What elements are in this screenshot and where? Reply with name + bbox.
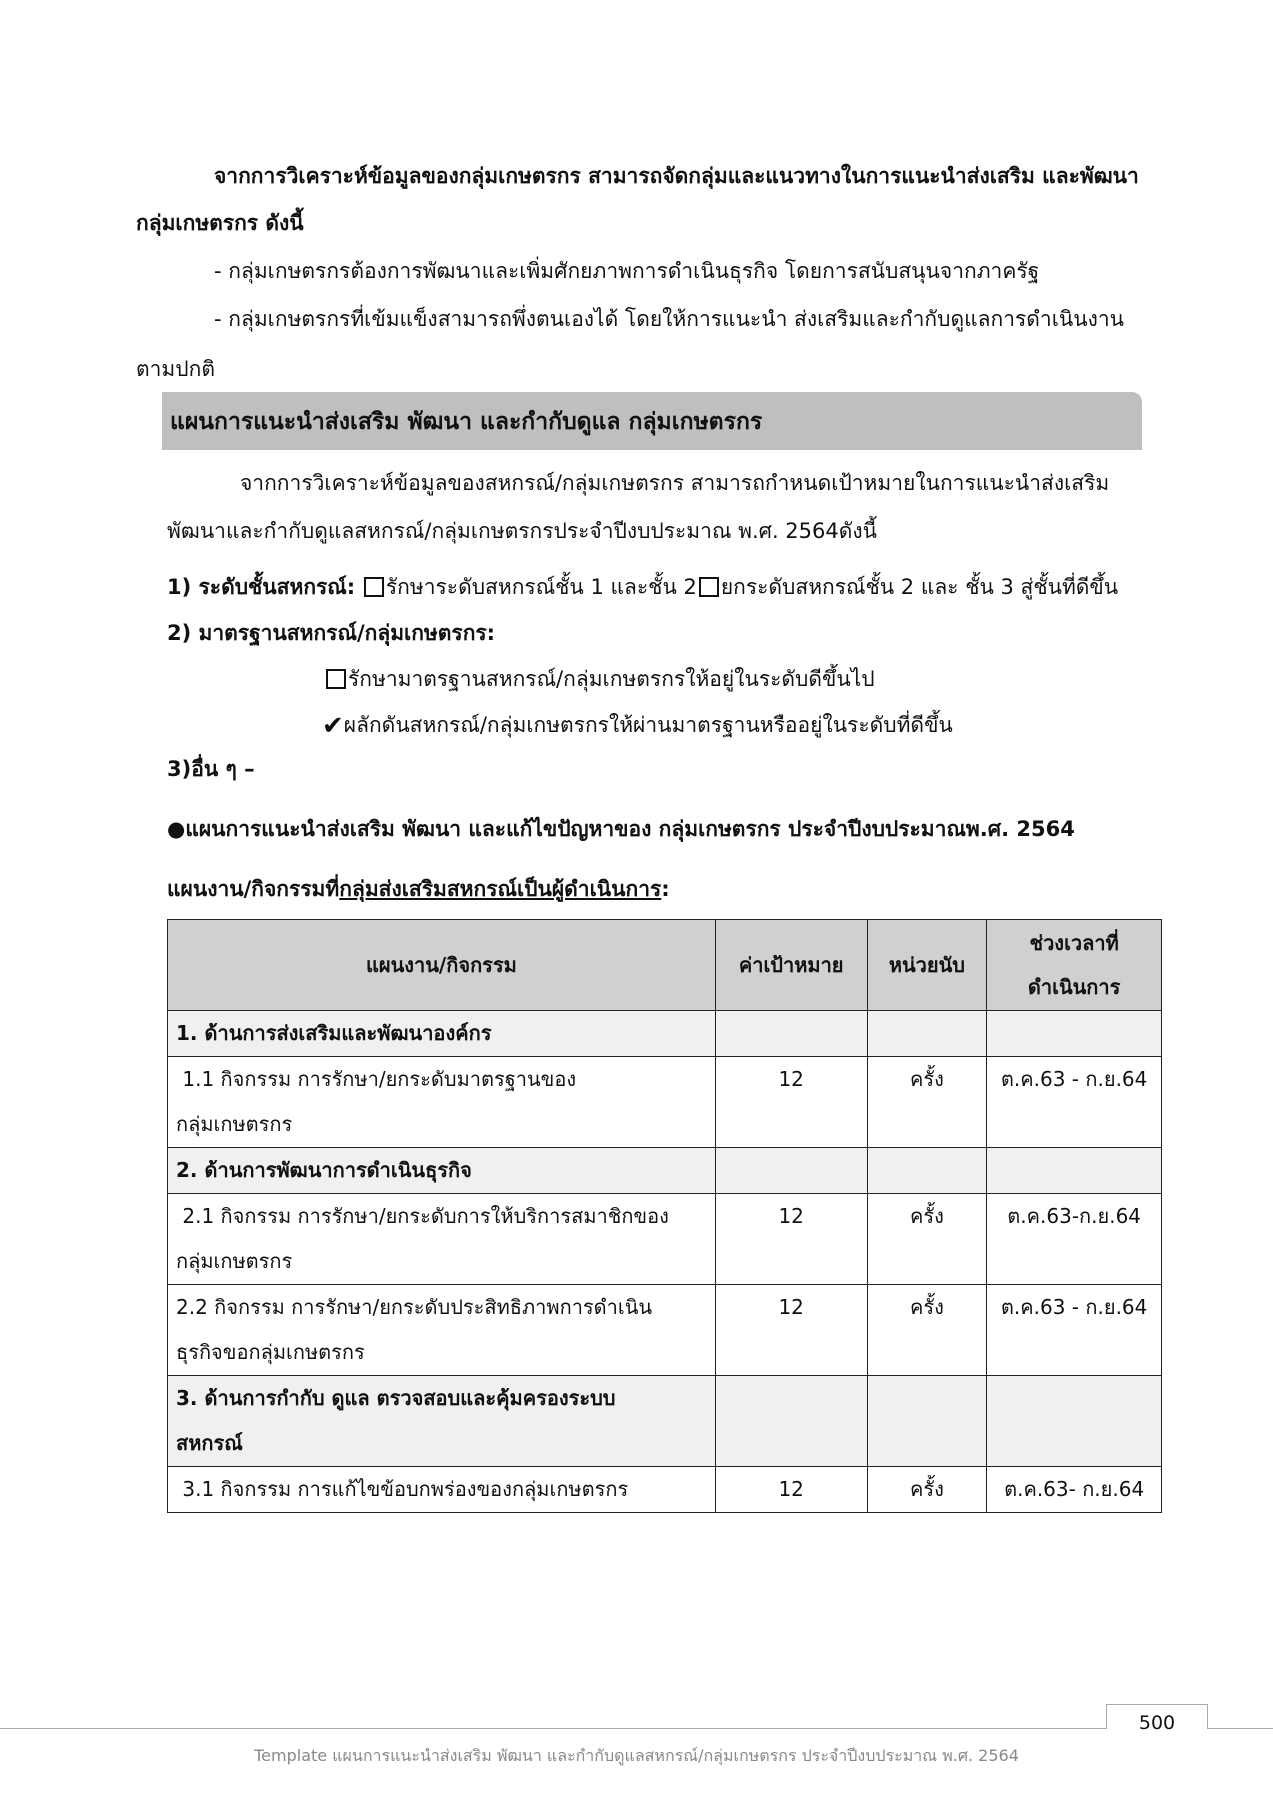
table-header-row [168, 920, 1162, 1011]
intro-bullet-2: - กลุ่มเกษตรกรที่เข้มแข็งสามารถพึ่งตนเองได้ โดยให้การแนะนำ ส่งเสริมและกำกับดูแลการดำเนินงาน [214, 307, 1125, 331]
category-3-line-2: สหกรณ์ [176, 1431, 243, 1455]
intro-line-1: จากการวิเคราะห์ข้อมูลของกลุ่มเกษตรกร สามารถจัดกลุ่มและแนวทางในการแนะนำส่งเสริม และพัฒนา [214, 164, 1139, 188]
footer-divider [0, 1728, 1273, 1729]
header-activity: แผนงาน/กิจกรรม [168, 920, 716, 1011]
header-target: ค่าเป้าหมาย [715, 920, 867, 1011]
page-number-tab [1106, 1704, 1208, 1734]
table-row [168, 1285, 1162, 1376]
level-opt1-label: รักษาระดับสหกรณ์ชั้น 1 และชั้น 2 [385, 575, 697, 599]
plan-sub-underlined: กลุ่มส่งเสริมสหกรณ์เป็นผู้ดำเนินการ [339, 877, 662, 901]
activity-line-2: กลุ่มเกษตรกร [176, 1112, 293, 1136]
level-opt1-checkbox[interactable] [364, 577, 384, 597]
header-period-l2: ดำเนินการ [1027, 975, 1121, 999]
activity-cell [168, 1194, 716, 1285]
activity-line-1: 1.1 กิจกรรม การรักษา/ยกระดับมาตรฐานของ [176, 1067, 577, 1091]
activity-cell [168, 1285, 716, 1376]
unit-cell: ครั้ง [867, 1057, 987, 1148]
table-row [168, 1194, 1162, 1285]
section-para-1: จากการวิเคราะห์ข้อมูลของสหกรณ์/กลุ่มเกษตรกร สามารถกำหนดเป้าหมายในการแนะนำส่งเสริม [240, 471, 1110, 495]
target-cell: 12 [715, 1057, 867, 1148]
category-3-line-1: 3. ด้านการกำกับ ดูแล ตรวจสอบและคุ้มครองระบบ [176, 1386, 616, 1410]
intro-line-2: กลุ่มเกษตรกร ดังนี้ [136, 211, 304, 235]
page-number: 500 [1138, 1712, 1176, 1734]
activity-line-2: ธุรกิจขอกลุ่มเกษตรกร [176, 1340, 365, 1364]
period-cell: ต.ค.63- ก.ย.64 [987, 1467, 1162, 1513]
table-row [168, 1057, 1162, 1148]
table-category-row [168, 1148, 1162, 1194]
level-label: 1) ระดับชั้นสหกรณ์: [167, 575, 356, 599]
header-unit: หน่วยนับ [867, 920, 987, 1011]
standard-opt1-checkbox[interactable] [326, 669, 346, 689]
table-category-row [168, 1011, 1162, 1057]
bullet-icon: ● [167, 817, 186, 841]
unit-cell: ครั้ง [867, 1194, 987, 1285]
section-header [162, 392, 1142, 450]
header-period-l1: ช่วงเวลาที่ [1029, 931, 1119, 955]
target-cell: 12 [715, 1467, 867, 1513]
footer-text: Template แผนการแนะนำส่งเสริม พัฒนา และกำกับดูแลสหกรณ์/กลุ่มเกษตรกร ประจำปีงบประมาณ พ.ศ. 2564 [254, 1746, 1019, 1765]
category-1: 1. ด้านการส่งเสริมและพัฒนาองค์กร [168, 1011, 716, 1057]
category-3 [168, 1376, 716, 1467]
plan-heading: แผนการแนะนำส่งเสริม พัฒนา และแก้ไขปัญหาของ กลุ่มเกษตรกร ประจำปีงบประมาณพ.ศ. 2564 [185, 817, 1075, 841]
table-category-row [168, 1376, 1162, 1467]
activity-table [167, 919, 1162, 1513]
table-row [168, 1467, 1162, 1513]
level-opt2-label: ยกระดับสหกรณ์ชั้น 2 และ ชั้น 3 สู่ชั้นที่ดีขึ้น [720, 575, 1119, 599]
standard-label: 2) มาตรฐานสหกรณ์/กลุ่มเกษตรกร: [167, 621, 496, 645]
period-cell: ต.ค.63 - ก.ย.64 [987, 1285, 1162, 1376]
section-title: แผนการแนะนำส่งเสริม พัฒนา และกำกับดูแล กลุ่มเกษตรกร [170, 409, 763, 435]
header-period [987, 920, 1162, 1011]
activity-line-1: 2.2 กิจกรรม การรักษา/ยกระดับประสิทธิภาพการดำเนิน [176, 1295, 653, 1319]
standard-opt1-row [324, 666, 875, 693]
plan-sub-suffix: : [661, 877, 670, 901]
section-para-2: พัฒนาและกำกับดูแลสหกรณ์/กลุ่มเกษตรกรประจำปีงบประมาณ พ.ศ. 2564ดังนี้ [167, 519, 877, 543]
activity-cell [168, 1057, 716, 1148]
plan-sub-prefix: แผนงาน/กิจกรรมที่ [167, 877, 340, 901]
category-2: 2. ด้านการพัฒนาการดำเนินธุรกิจ [168, 1148, 716, 1194]
standard-opt2-row [322, 710, 953, 744]
standard-opt2-label: ผลักดันสหกรณ์/กลุ่มเกษตรกรให้ผ่านมาตรฐานหรืออยู่ในระดับที่ดีขึ้น [343, 713, 953, 737]
target-cell: 12 [715, 1285, 867, 1376]
activity-cell: 3.1 กิจกรรม การแก้ไขข้อบกพร่องของกลุ่มเกษตรกร [168, 1467, 716, 1513]
unit-cell: ครั้ง [867, 1285, 987, 1376]
checkmark-icon[interactable]: ✔ [322, 711, 344, 741]
plan-heading-row [167, 816, 1075, 843]
unit-cell: ครั้ง [867, 1467, 987, 1513]
intro-bullet-1: - กลุ่มเกษตรกรต้องการพัฒนาและเพิ่มศักยภาพการดำเนินธุรกิจ โดยการสนับสนุนจากภาครัฐ [214, 259, 1040, 283]
activity-line-1: 2.1 กิจกรรม การรักษา/ยกระดับการให้บริการสมาชิกของ [176, 1204, 669, 1228]
other-label: 3)อื่น ๆ – [167, 757, 255, 781]
intro-bullet-2-cont: ตามปกติ [136, 357, 215, 381]
target-cell: 12 [715, 1194, 867, 1285]
activity-line-2: กลุ่มเกษตรกร [176, 1249, 293, 1273]
plan-subheading [167, 876, 670, 903]
level-row [167, 574, 1118, 601]
period-cell: ต.ค.63-ก.ย.64 [987, 1194, 1162, 1285]
standard-opt1-label: รักษามาตรฐานสหกรณ์/กลุ่มเกษตรกรให้อยู่ในระดับดีขึ้นไป [348, 667, 875, 691]
level-opt2-checkbox[interactable] [699, 577, 719, 597]
period-cell: ต.ค.63 - ก.ย.64 [987, 1057, 1162, 1148]
